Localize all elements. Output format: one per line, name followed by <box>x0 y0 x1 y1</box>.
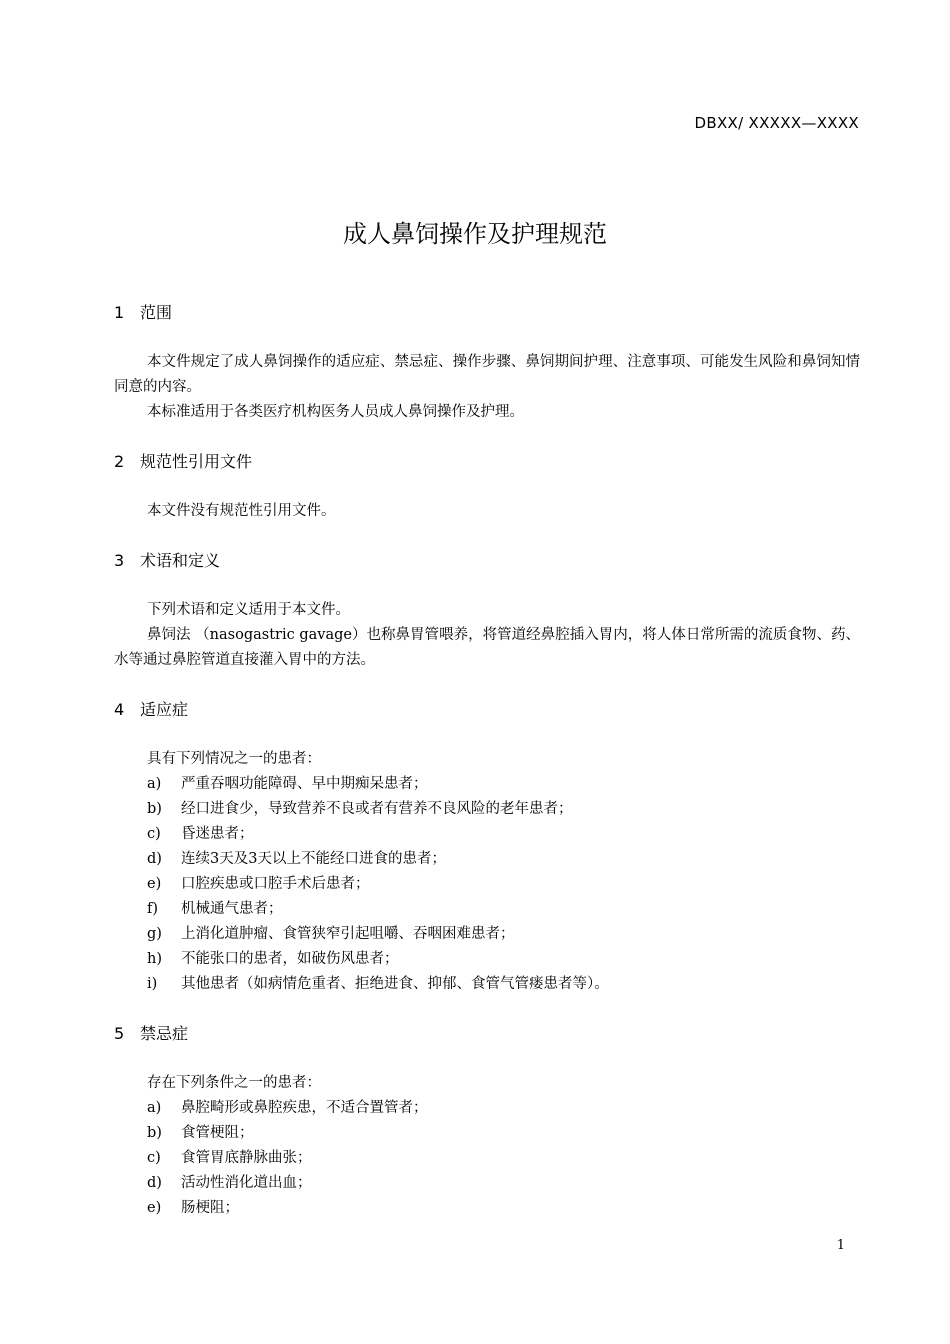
section-number: 3 <box>114 551 125 570</box>
list-item <box>114 822 860 847</box>
list-item-text: 口腔疾患或口腔手术后患者； <box>181 876 370 892</box>
section-title: 禁忌症 <box>140 1024 189 1043</box>
section-heading <box>114 1021 860 1047</box>
list-item <box>114 847 860 872</box>
list-marker: c) <box>147 826 161 842</box>
list-item-text: 昏迷患者； <box>181 826 254 842</box>
list-item <box>114 1196 860 1221</box>
list-item <box>114 1121 860 1146</box>
list-item <box>114 947 860 972</box>
list-marker: a) <box>147 776 162 792</box>
list-intro: 具有下列情况之一的患者： <box>147 751 321 767</box>
list-item <box>114 1146 860 1171</box>
section-title: 适应症 <box>140 700 189 719</box>
list-item-text: 鼻腔畸形或鼻腔疾患，不适合置管者； <box>181 1100 428 1116</box>
list-marker: i) <box>147 976 158 992</box>
section-scope <box>114 300 860 425</box>
list-item-text: 不能张口的患者，如破伤风患者； <box>181 951 399 967</box>
list-item <box>114 1096 860 1121</box>
list-item-text: 食管胃底静脉曲张； <box>181 1150 312 1166</box>
document-title: 成人鼻饲操作及护理规范 <box>343 220 607 248</box>
list-item <box>114 897 860 922</box>
section-heading <box>114 697 860 723</box>
paragraph: 下列术语和定义适用于本文件。 <box>147 602 350 618</box>
section-number: 2 <box>114 452 125 471</box>
list-item-text: 连续3天及3天以上不能经口进食的患者； <box>181 851 446 867</box>
list-marker: f) <box>147 901 159 917</box>
list-intro: 存在下列条件之一的患者： <box>147 1075 321 1091</box>
list-marker: e) <box>147 1200 162 1216</box>
section-heading <box>114 449 860 475</box>
list-marker: d) <box>147 851 162 867</box>
list-item-text: 活动性消化道出血； <box>181 1175 312 1191</box>
paragraph: 本文件没有规范性引用文件。 <box>147 503 336 519</box>
paragraph: 本文件规定了成人鼻饲操作的适应症、禁忌症、操作步骤、鼻饲期间护理、注意事项、可能发生风险和鼻饲知情同意的内容。 <box>114 354 860 395</box>
section-number: 4 <box>114 700 125 719</box>
list-marker: e) <box>147 876 162 892</box>
list-item <box>114 1171 860 1196</box>
list-item <box>114 922 860 947</box>
document-body <box>114 300 860 1245</box>
document-code: DBXX/ XXXXX—XXXX <box>694 114 859 132</box>
section-contraindications <box>114 1021 860 1221</box>
list-item-text: 其他患者（如病情危重者、拒绝进食、抑郁、食管气管瘘患者等）。 <box>181 976 609 992</box>
section-normative-references <box>114 449 860 524</box>
section-terms-definitions <box>114 548 860 673</box>
list-item-text: 严重吞咽功能障碍、早中期痴呆患者； <box>181 776 428 792</box>
section-number: 5 <box>114 1024 125 1043</box>
list-item-text: 上消化道肿瘤、食管狭窄引起咀嚼、吞咽困难患者； <box>181 926 515 942</box>
list-marker: b) <box>147 1125 162 1141</box>
section-title: 术语和定义 <box>140 551 221 570</box>
list-item-text: 经口进食少，导致营养不良或者有营养不良风险的老年患者； <box>181 801 573 817</box>
page-number: 1 <box>836 1238 845 1253</box>
list-item <box>114 872 860 897</box>
list-marker: b) <box>147 801 162 817</box>
list-marker: d) <box>147 1175 162 1191</box>
list-item <box>114 772 860 797</box>
list-item <box>114 797 860 822</box>
section-heading <box>114 300 860 326</box>
paragraph: 本标准适用于各类医疗机构医务人员成人鼻饲操作及护理。 <box>147 404 524 420</box>
list-marker: a) <box>147 1100 162 1116</box>
list-marker: c) <box>147 1150 161 1166</box>
list-marker: h) <box>147 951 162 967</box>
section-heading <box>114 548 860 574</box>
list-item <box>114 972 860 997</box>
section-number: 1 <box>114 303 125 322</box>
paragraph: 鼻饲法 （nasogastric gavage）也称鼻胃管喂养，将管道经鼻腔插入胃内，将人体日常所需的流质食物、药、水等通过鼻腔管道直接灌入胃中的方法。 <box>114 627 860 668</box>
list-marker: g) <box>147 926 162 942</box>
list-item-text: 机械通气患者； <box>181 901 283 917</box>
section-title: 范围 <box>140 303 173 322</box>
section-title: 规范性引用文件 <box>140 452 253 471</box>
list-item-text: 食管梗阻； <box>181 1125 254 1141</box>
section-indications <box>114 697 860 997</box>
list-item-text: 肠梗阻； <box>181 1200 239 1216</box>
